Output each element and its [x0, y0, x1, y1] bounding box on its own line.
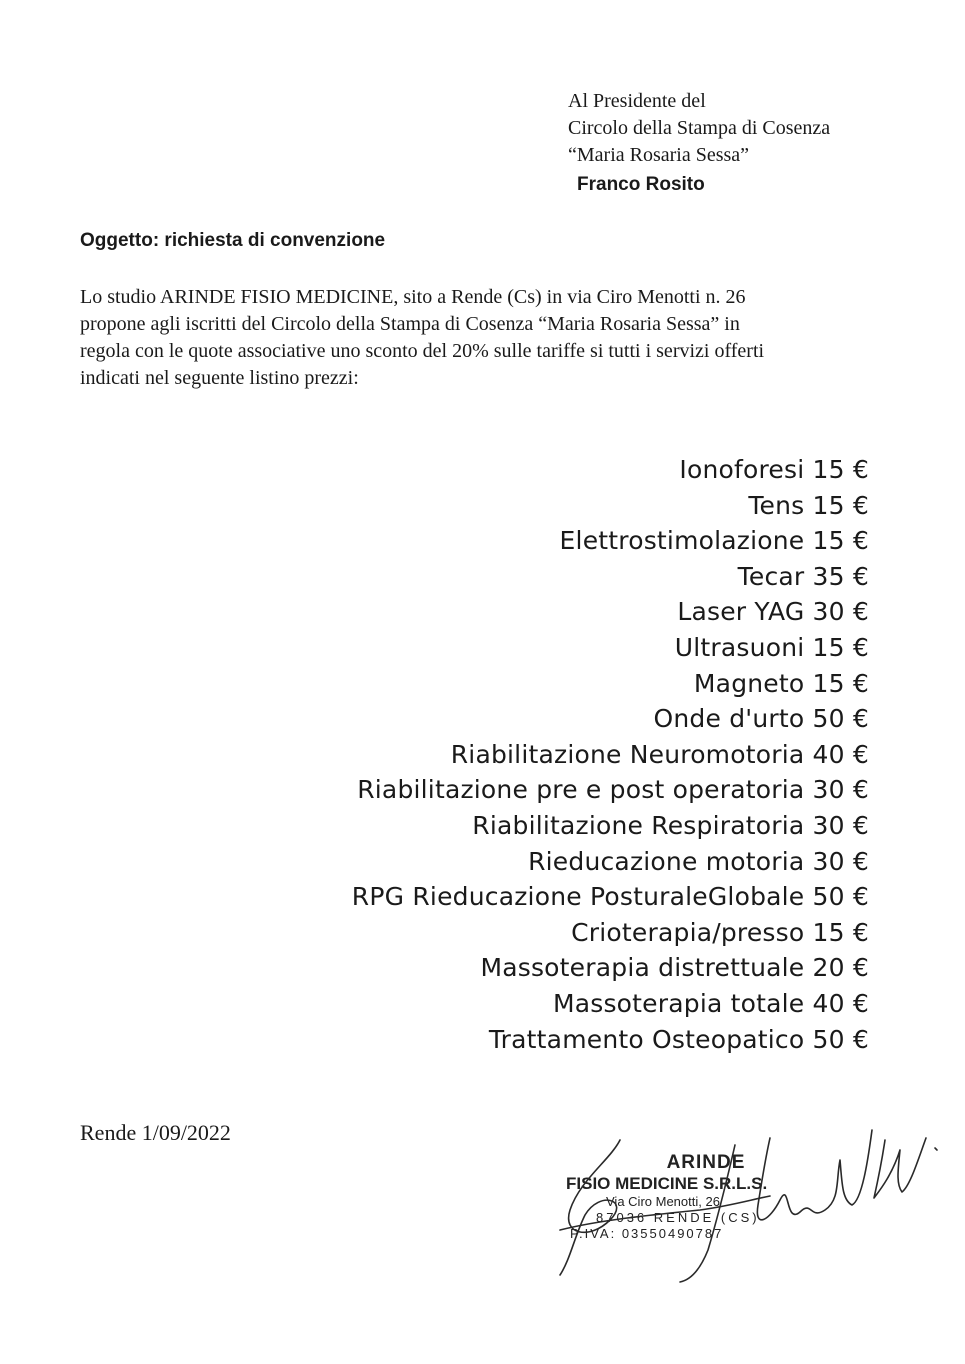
price-item: Elettrostimolazione 15 €: [559, 526, 869, 556]
price-item: Tecar 35 €: [737, 561, 869, 591]
price-item: Ionoforesi 15 €: [679, 455, 869, 484]
price-item: Riabilitazione Neuromotoria 40 €: [450, 739, 869, 769]
stamp-line-4: 87036 RENDE (CS): [596, 1210, 760, 1225]
addressee-line-1: Al Presidente del: [568, 90, 706, 112]
subject-line: Oggetto: richiesta di convenzione: [80, 230, 386, 251]
body-line: propone agli iscritti del Circolo della Stampa di Cosenza “Maria Rosaria Sessa” in: [80, 313, 740, 335]
addressee-line-2: Circolo della Stampa di Cosenza: [568, 117, 831, 139]
handwritten-signature: [540, 1120, 950, 1290]
price-item: Onde d'urto 50 €: [653, 704, 869, 734]
addressee-name: Franco Rosito: [577, 174, 705, 195]
addressee-block: [568, 88, 830, 198]
stamp-line-3: Via Ciro Menotti, 26: [606, 1194, 720, 1209]
stamp-line-5: P.IVA: 03550490787: [570, 1226, 724, 1241]
price-item: Rieducazione motoria 30 €: [528, 846, 869, 876]
price-item: Tens 15 €: [748, 490, 869, 520]
price-list: [352, 452, 869, 1057]
price-item: Crioterapia/presso 15 €: [571, 917, 869, 947]
price-item: Trattamento Osteopatico 50 €: [488, 1024, 869, 1054]
body-paragraph: [80, 284, 880, 392]
stamp-line-2: FISIO MEDICINE S.R.L.S.: [566, 1174, 768, 1193]
body-line: regola con le quote associative uno sconto del 20% sulle tariffe si tutti i servizi offerti: [80, 340, 765, 362]
body-line: indicati nel seguente listino prezzi:: [80, 367, 359, 389]
price-item: Ultrasuoni 15 €: [674, 632, 869, 662]
letter-date: Rende 1/09/2022: [80, 1120, 231, 1145]
price-item: Riabilitazione pre e post operatoria 30 €: [357, 775, 869, 805]
stamp-line-1: ARINDE: [666, 1152, 746, 1173]
addressee-line-3: “Maria Rosaria Sessa”: [568, 144, 750, 166]
price-item: Riabilitazione Respiratoria 30 €: [472, 810, 869, 840]
price-item: Massoterapia distrettuale 20 €: [480, 953, 869, 983]
price-item: RPG Rieducazione PosturaleGlobale 50 €: [351, 882, 869, 912]
price-item: Laser YAG 30 €: [677, 597, 869, 627]
price-item: Massoterapia totale 40 €: [552, 988, 869, 1018]
body-line: Lo studio ARINDE FISIO MEDICINE, sito a Rende (Cs) in via Ciro Menotti n. 26: [80, 286, 746, 308]
price-item: Magneto 15 €: [693, 668, 869, 698]
